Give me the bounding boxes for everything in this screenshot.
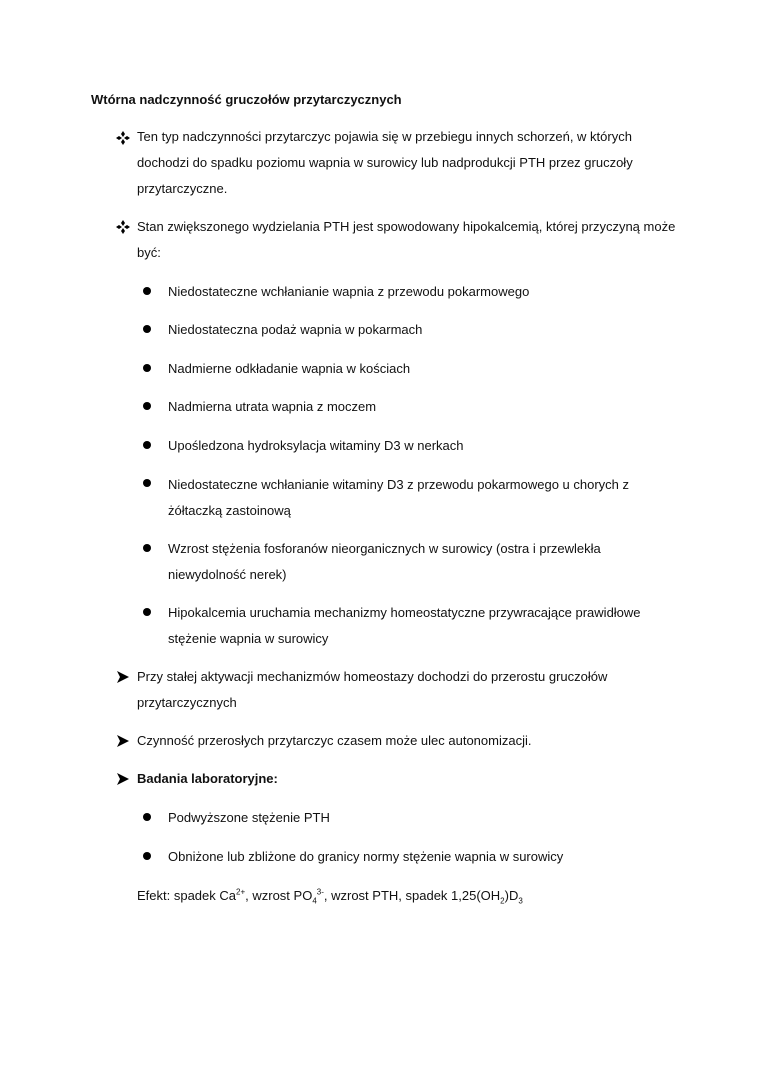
arrowhead-icon (117, 773, 129, 785)
document-title: Wtórna nadczynność gruczołów przytarczycznych (91, 92, 402, 107)
para1-line2: dochodzi do spadku poziomu wapnia w surowicy lub nadprodukcji PTH przez gruczoły (137, 155, 633, 170)
cause-item-8-line2: stężenie wapnia w surowicy (168, 631, 329, 646)
cause-item-8-line1: Hipokalcemia uruchamia mechanizmy homeostatyczne przywracające prawidłowe (168, 605, 641, 620)
cause-item-1: Niedostateczne wchłanianie wapnia z przewodu pokarmowego (168, 284, 530, 299)
effect-mid3: )D (504, 888, 519, 903)
cause-item-2: Niedostateczna podaż wapnia w pokarmach (168, 322, 423, 337)
four-diamond-icon (116, 220, 130, 234)
arrow1-line2: przytarczycznych (137, 695, 237, 710)
para1-line3: przytarczyczne. (137, 181, 228, 196)
effect-line (137, 888, 523, 904)
cause-item-6-line2: żółtaczką zastoinową (168, 503, 291, 518)
filled-circle-icon (143, 813, 151, 821)
filled-circle-icon (143, 441, 151, 449)
vitamin-d-subscript: 3 (518, 896, 523, 906)
hydroxyl-subscript: 2 (500, 896, 505, 906)
cause-item-7-line1: Wzrost stężenia fosforanów nieorganicznych w surowicy (ostra i przewlekła (168, 541, 601, 556)
filled-circle-icon (143, 402, 151, 410)
lab-item-1: Podwyższone stężenie PTH (168, 810, 330, 825)
effect-mid1: , wzrost PO (245, 888, 313, 903)
filled-circle-icon (143, 852, 151, 860)
phosphate-charge: 3- (316, 887, 324, 897)
filled-circle-icon (143, 325, 151, 333)
para1-line1: Ten typ nadczynności przytarczyc pojawia się w przebiegu innych schorzeń, w których (137, 129, 632, 144)
effect-prefix: Efekt: spadek Ca (137, 888, 236, 903)
arrowhead-icon (117, 671, 129, 683)
cause-item-5: Upośledzona hydroksylacja witaminy D3 w nerkach (168, 438, 464, 453)
phosphate-subscript: 4 (312, 896, 317, 906)
lab-tests-heading: Badania laboratoryjne: (137, 771, 278, 786)
lab-item-2: Obniżone lub zbliżone do granicy normy stężenie wapnia w surowicy (168, 849, 564, 864)
filled-circle-icon (143, 608, 151, 616)
cause-item-6-line1: Niedostateczne wchłanianie witaminy D3 z przewodu pokarmowego u chorych z (168, 477, 630, 492)
arrowhead-icon (117, 735, 129, 747)
cause-item-4: Nadmierna utrata wapnia z moczem (168, 399, 377, 414)
para2-line2: być: (137, 245, 161, 260)
calcium-charge: 2+ (236, 887, 246, 897)
filled-circle-icon (143, 287, 151, 295)
four-diamond-icon (116, 131, 130, 145)
filled-circle-icon (143, 544, 151, 552)
cause-item-3: Nadmierne odkładanie wapnia w kościach (168, 361, 411, 376)
para2-line1: Stan zwiększonego wydzielania PTH jest spowodowany hipokalcemią, której przyczyną może (137, 219, 676, 234)
arrow1-line1: Przy stałej aktywacji mechanizmów homeostazy dochodzi do przerostu gruczołów (137, 669, 608, 684)
effect-mid2: , wzrost PTH, spadek 1,25(OH (323, 888, 501, 903)
cause-item-7-line2: niewydolność nerek) (168, 567, 287, 582)
filled-circle-icon (143, 479, 151, 487)
arrow2-text: Czynność przerosłych przytarczyc czasem może ulec autonomizacji. (137, 733, 532, 748)
filled-circle-icon (143, 364, 151, 372)
